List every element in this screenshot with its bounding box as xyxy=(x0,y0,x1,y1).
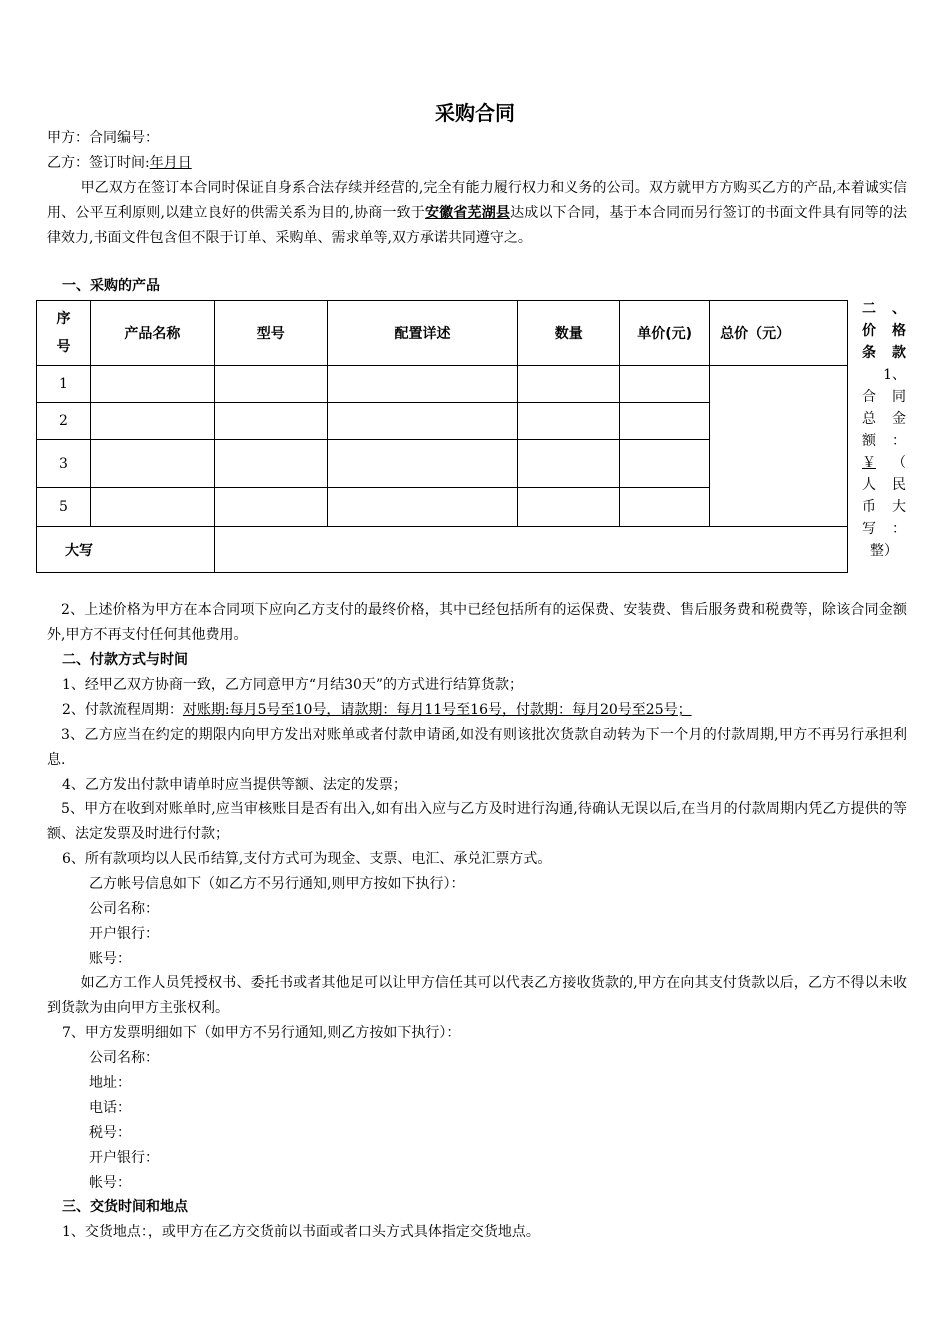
a-bank-field: 开户银行： xyxy=(89,1150,159,1166)
row-seq: 5 xyxy=(37,488,91,527)
party-b-line xyxy=(47,151,907,176)
intro-text-2: 达成以下合同，基于本合同而另行签订的书面文件具有同等的法律效力,书面文件包含但不限于订单、采购单、需求单等,双方承诺共同遵守之。 xyxy=(47,205,908,246)
yuan-symbol: ￥ xyxy=(862,455,876,471)
a-tax-field: 税号： xyxy=(89,1125,131,1141)
table-header-row xyxy=(37,301,848,366)
a-address-field: 地址： xyxy=(89,1075,131,1091)
pay-clause-7: 7、甲方发票明细如下（如甲方不另行通知,则乙方按如下执行）： xyxy=(62,1025,461,1041)
capital-amount-cell xyxy=(214,527,847,573)
price-terms-side: 二 、 价 格 条 款 1、 合 同 总 金 额 ： ￥ （ 人 民 币 大 写 ： 整） xyxy=(862,301,906,559)
col-model: 型号 xyxy=(214,301,327,366)
intro-text-1: 甲乙双方在签订本合同时保证自身系合法存续并经营的,完全有能力履行权力和义务的公司。双方就甲方方购买乙方的产品,本着诚实信用、公平互利原则,以建立良好的供需关系为目的,协商一致于 xyxy=(47,180,907,221)
col-seq: 序号 xyxy=(37,301,91,366)
a-company-field: 公司名称： xyxy=(89,1050,159,1066)
pay-clause-2 xyxy=(62,698,922,723)
row-seq: 2 xyxy=(37,403,91,440)
delivery-clause-1: 1、交货地点：，或甲方在乙方交货前以书面或者口头方式具体指定交货地点。 xyxy=(62,1224,540,1240)
pay-clause-6: 6、所有款项均以人民币结算,支付方式可为现金、支票、电汇、承兑汇票方式。 xyxy=(62,851,552,867)
pay-clause-3: 3、乙方应当在约定的期限内向甲方发出对账单或者付款申请函,如没有则该批次货款自动转为下一个月的付款周期,甲方不再另行承担利息. xyxy=(47,727,907,768)
b-bank-field: 开户银行： xyxy=(89,926,159,942)
b-company-field: 公司名称： xyxy=(89,901,159,917)
sign-date: 年月日 xyxy=(149,155,192,171)
section-3-title: 三、交货时间和地点 xyxy=(62,1199,188,1215)
total-price-cell xyxy=(710,366,848,527)
a-phone-field: 电话： xyxy=(89,1100,131,1116)
pay-clause-2-label: 2、付款流程周期： xyxy=(62,702,183,718)
price-clause-2: 2、上述价格为甲方在本合同项下应向乙方支付的最终价格，其中已经包括所有的运保费、安装费、售后服务费和税费等，除该合同金额外,甲方不再支付任何其他费用。 xyxy=(47,602,907,643)
col-total-price: 总价（元） xyxy=(710,301,848,366)
a-account-field: 帐号： xyxy=(89,1175,131,1191)
products-table xyxy=(36,300,848,573)
table-row xyxy=(37,366,848,403)
pay-clause-5: 5、甲方在收到对账单时,应当审核账目是否有出入,如有出入应与乙方及时进行沟通,待确认无误以后,在当月的付款周期内凭乙方提供的等额、法定发票及时进行付款； xyxy=(47,801,907,842)
col-unit-price: 单价(元) xyxy=(620,301,710,366)
party-b-label: 乙方：签订时间: xyxy=(47,155,150,171)
section-2-title: 二、付款方式与时间 xyxy=(62,652,188,668)
section-1-title: 一、采购的产品 xyxy=(62,278,160,294)
row-seq: 3 xyxy=(37,440,91,488)
col-product-name: 产品名称 xyxy=(90,301,214,366)
capital-row xyxy=(37,527,848,573)
col-qty: 数量 xyxy=(518,301,620,366)
pay-cycle-detail: 对账期:每月5号至10号，请款期：每月11号至16号，付款期：每月20号至25号； xyxy=(182,702,692,718)
party-a-line: 甲方：合同编号： xyxy=(47,130,159,146)
pay-clause-4: 4、乙方发出付款申请单时应当提供等额、法定的发票； xyxy=(62,777,407,793)
document-title: 采购合同 xyxy=(435,101,515,125)
col-config: 配置详述 xyxy=(327,301,518,366)
capital-label: 大写 xyxy=(37,527,215,573)
row-seq: 1 xyxy=(37,366,91,403)
b-account-field: 账号： xyxy=(89,951,131,967)
b-authorization-note: 如乙方工作人员凭授权书、委托书或者其他足可以让甲方信任其可以代表乙方接收货款的,甲方在向其支付货款以后，乙方不得以未收到货款为由向甲方主张权利。 xyxy=(47,975,907,1016)
intro-paragraph xyxy=(47,176,907,251)
b-account-intro: 乙方帐号信息如下（如乙方不另行通知,则甲方按如下执行）： xyxy=(89,876,465,892)
pay-clause-1: 1、经甲乙双方协商一致，乙方同意甲方“月结30天”的方式进行结算货款； xyxy=(62,677,524,693)
intro-location: 安徽省芜湖县 xyxy=(425,205,511,221)
